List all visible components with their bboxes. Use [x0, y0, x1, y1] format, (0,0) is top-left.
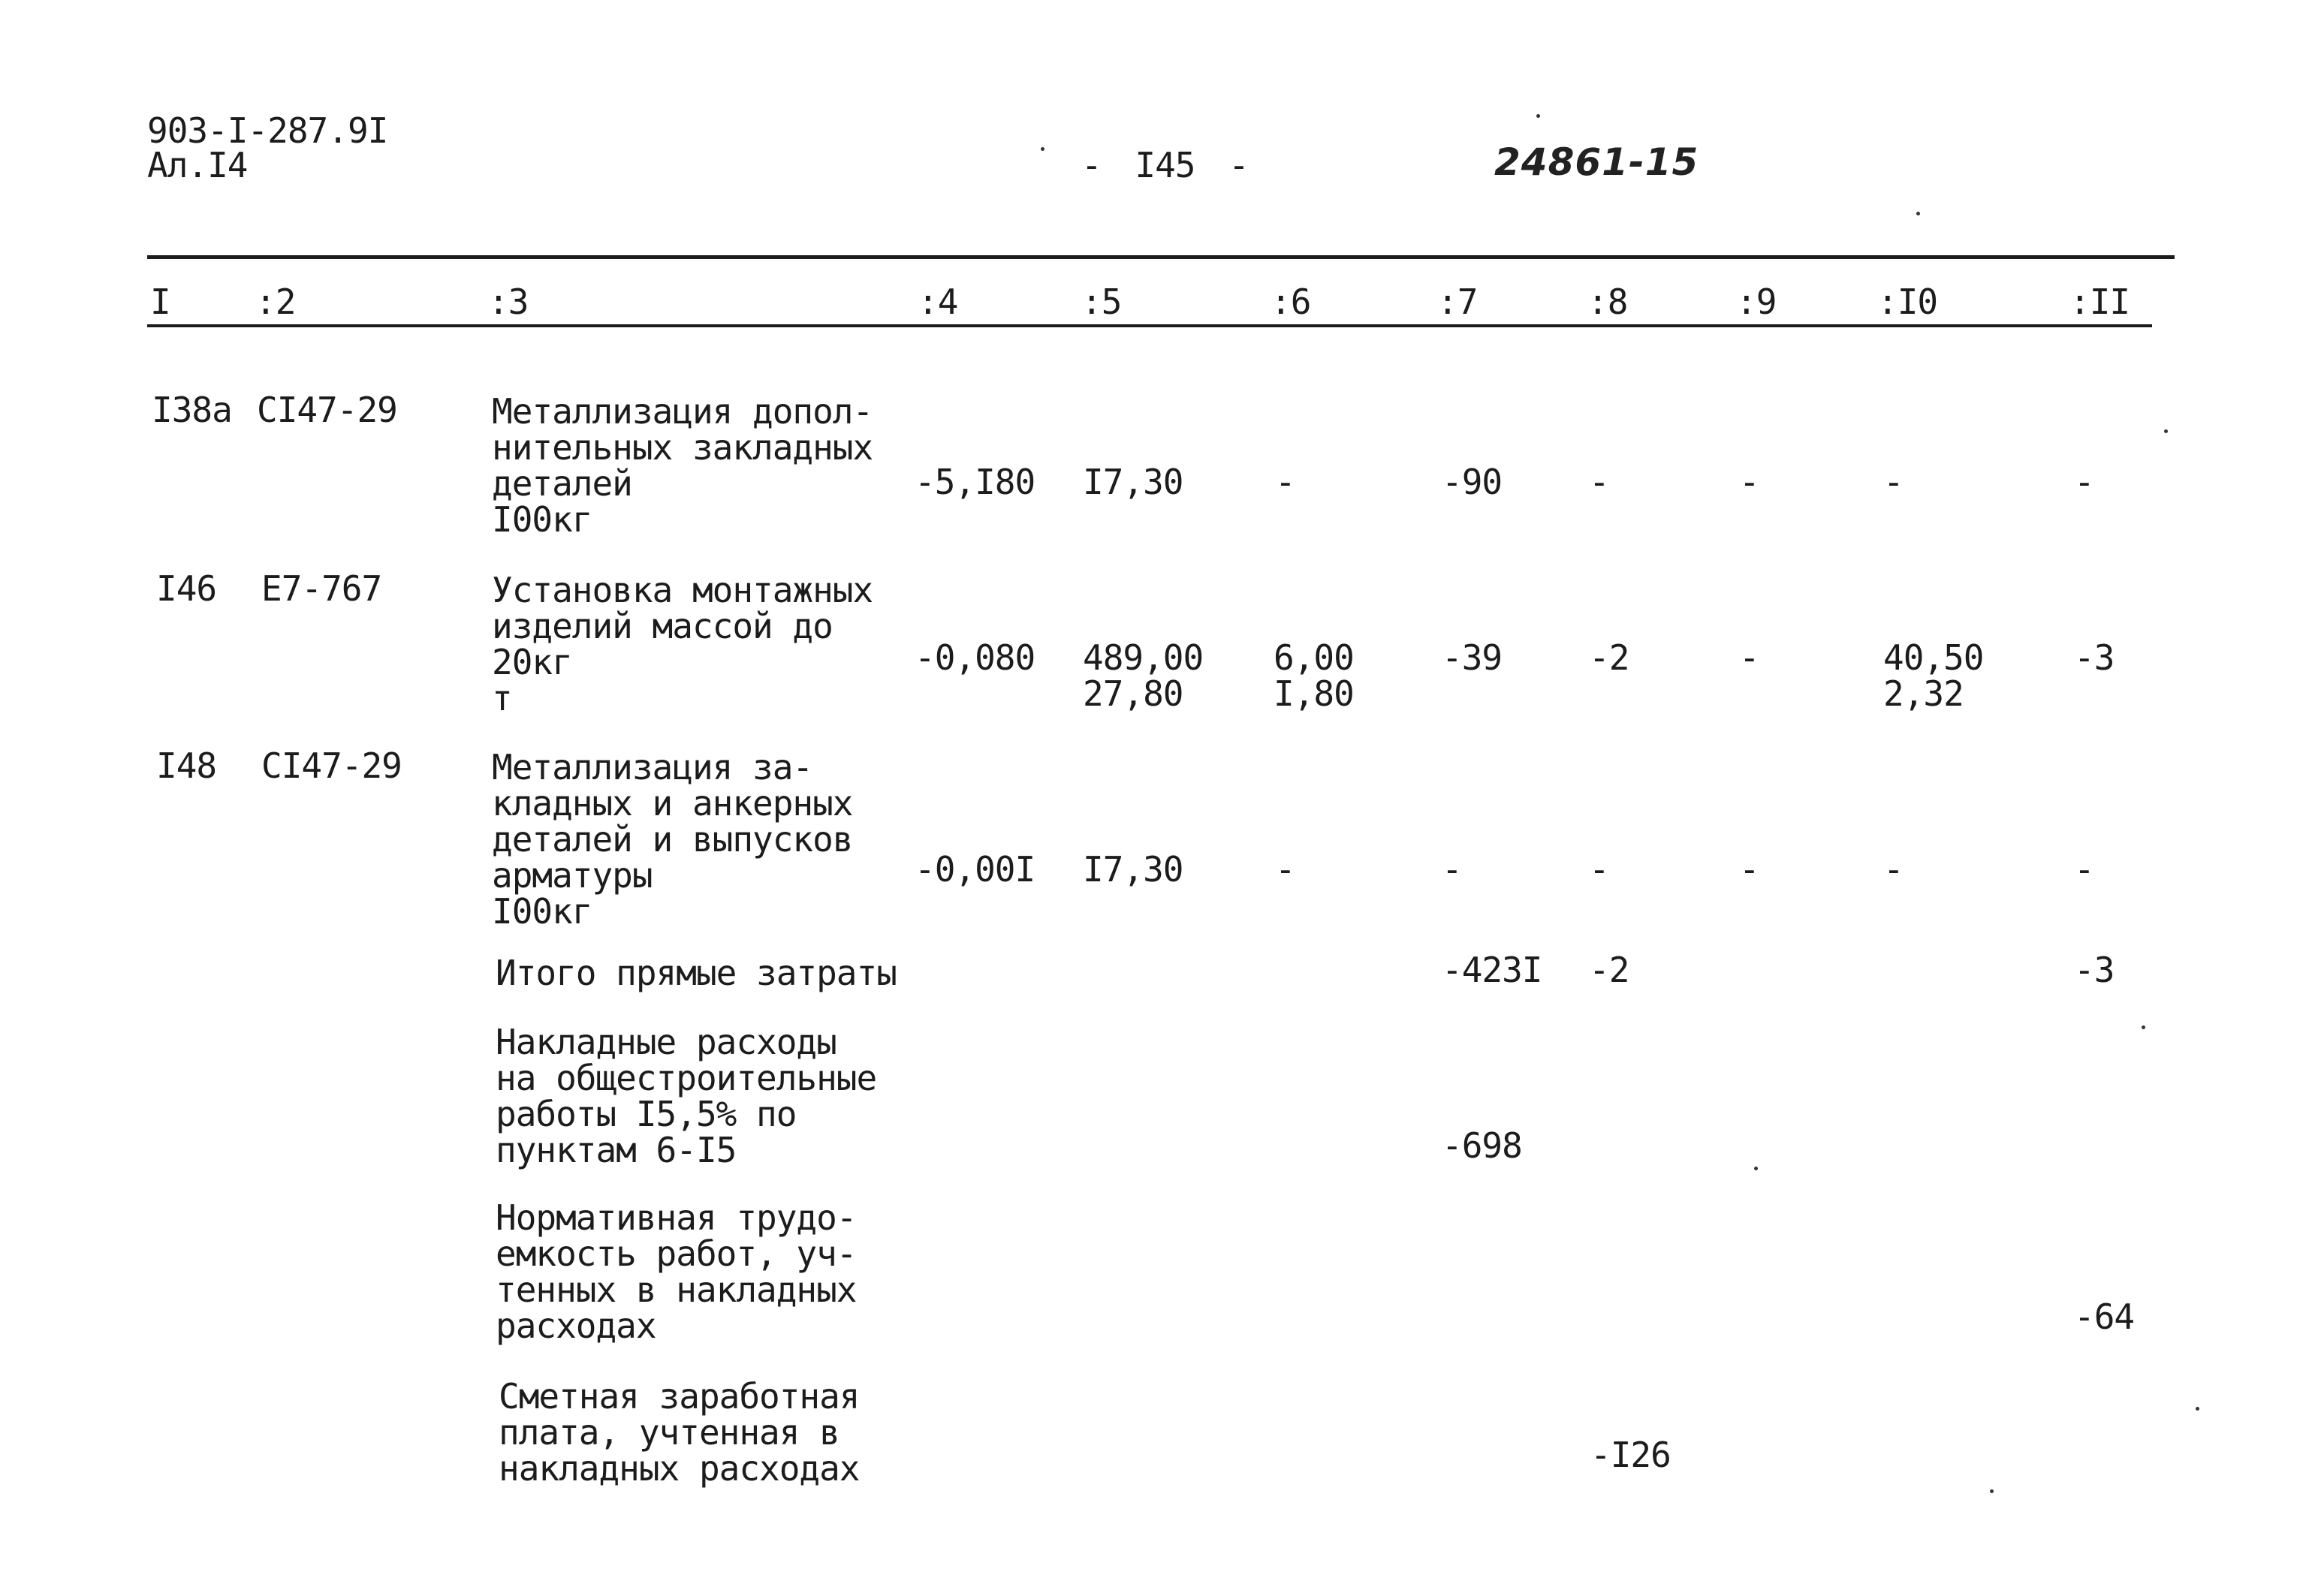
handwritten-stamp: 24861-15 — [1494, 140, 1699, 184]
row-2-code: E7-767 — [261, 568, 382, 609]
row-1-code: CI47-29 — [257, 390, 397, 430]
row-1-col7: -90 — [1442, 462, 1503, 502]
row-3-col4: -0,00I — [915, 849, 1035, 890]
summary-wages-col8: -I26 — [1590, 1435, 1671, 1475]
row-1-col8: - — [1589, 462, 1609, 502]
scan-speck — [1990, 1489, 1994, 1493]
scan-speck — [1916, 212, 1920, 215]
row-3-col5: I7,30 — [1083, 849, 1183, 890]
row-2-col9: - — [1739, 637, 1759, 678]
row-3-num: I48 — [156, 745, 217, 786]
summary-direct-costs-col8: -2 — [1589, 950, 1629, 990]
summary-wages-label: Сметная заработная плата, учтенная в накладных расходах — [499, 1376, 860, 1489]
row-3-col9: - — [1739, 849, 1759, 890]
row-2-col11: -3 — [2074, 637, 2115, 678]
row-3-col8: - — [1589, 849, 1609, 890]
scan-speck — [2142, 1025, 2145, 1029]
album-number: Ал.I4 — [147, 145, 248, 185]
summary-labor-label: Нормативная трудо- емкость работ, уч- тенных в накладных расходах — [496, 1197, 857, 1346]
col-header-6: :6 — [1271, 282, 1311, 322]
row-3-description: Металлизация за- кладных и анкерных деталей и выпусков арматуры I00кг — [492, 747, 853, 932]
row-3-col7: - — [1442, 849, 1462, 890]
scan-speck — [1754, 1167, 1758, 1170]
col-header-3: :3 — [488, 282, 529, 322]
row-2-col4: -0,080 — [915, 637, 1035, 678]
row-1-num: I38а — [152, 390, 232, 430]
col-header-4: :4 — [918, 282, 958, 322]
summary-labor-col11: -64 — [2074, 1296, 2135, 1337]
row-2-col8: -2 — [1589, 637, 1629, 678]
row-1-col11: - — [2074, 462, 2094, 502]
page-number: - I45 - — [1081, 145, 1249, 185]
top-rule — [147, 255, 2175, 259]
col-header-7: :7 — [1437, 282, 1478, 322]
row-3-col10: - — [1883, 849, 1904, 890]
row-1-col10: - — [1883, 462, 1904, 502]
scan-speck — [1041, 147, 1044, 151]
header-underline — [147, 324, 2152, 327]
col-header-10: :I0 — [1877, 282, 1938, 322]
summary-direct-costs-col11: -3 — [2074, 950, 2115, 990]
col-header-5: :5 — [1081, 282, 1122, 322]
row-3-col11: - — [2074, 849, 2094, 890]
row-1-col5: I7,30 — [1083, 462, 1183, 502]
col-header-1: I — [150, 282, 170, 322]
summary-overhead-label: Накладные расходы на общестроительные работы I5,5% по пунктам 6-I5 — [496, 1022, 877, 1170]
scan-speck — [2164, 429, 2168, 433]
row-2-description: Установка монтажных изделий массой до 20кг т — [492, 570, 873, 718]
col-header-9: :9 — [1736, 282, 1777, 322]
row-1-col6: - — [1275, 462, 1295, 502]
summary-direct-costs-label: Итого прямые затраты — [496, 953, 897, 993]
row-3-code: CI47-29 — [261, 745, 402, 786]
row-2-col6: 6,00 I,80 — [1274, 637, 1354, 714]
row-2-col7: -39 — [1442, 637, 1503, 678]
col-header-2: :2 — [255, 282, 296, 322]
summary-overhead-col7: -698 — [1442, 1125, 1522, 1166]
row-1-col4: -5,I80 — [915, 462, 1035, 502]
summary-direct-costs-col7: -423I — [1442, 950, 1542, 990]
row-2-col10: 40,50 2,32 — [1883, 637, 1984, 714]
row-2-col5: 489,00 27,80 — [1083, 637, 1204, 714]
row-1-description: Металлизация допол- нительных закладных деталей I00кг — [492, 391, 873, 540]
col-header-8: :8 — [1587, 282, 1628, 322]
scan-speck — [1536, 114, 1540, 118]
col-header-11: :II — [2069, 282, 2130, 322]
scan-speck — [2196, 1407, 2199, 1411]
doc-number: 903-I-287.9I — [147, 110, 388, 151]
row-3-col6: - — [1275, 849, 1295, 890]
row-2-num: I46 — [156, 568, 217, 609]
row-1-col9: - — [1739, 462, 1759, 502]
